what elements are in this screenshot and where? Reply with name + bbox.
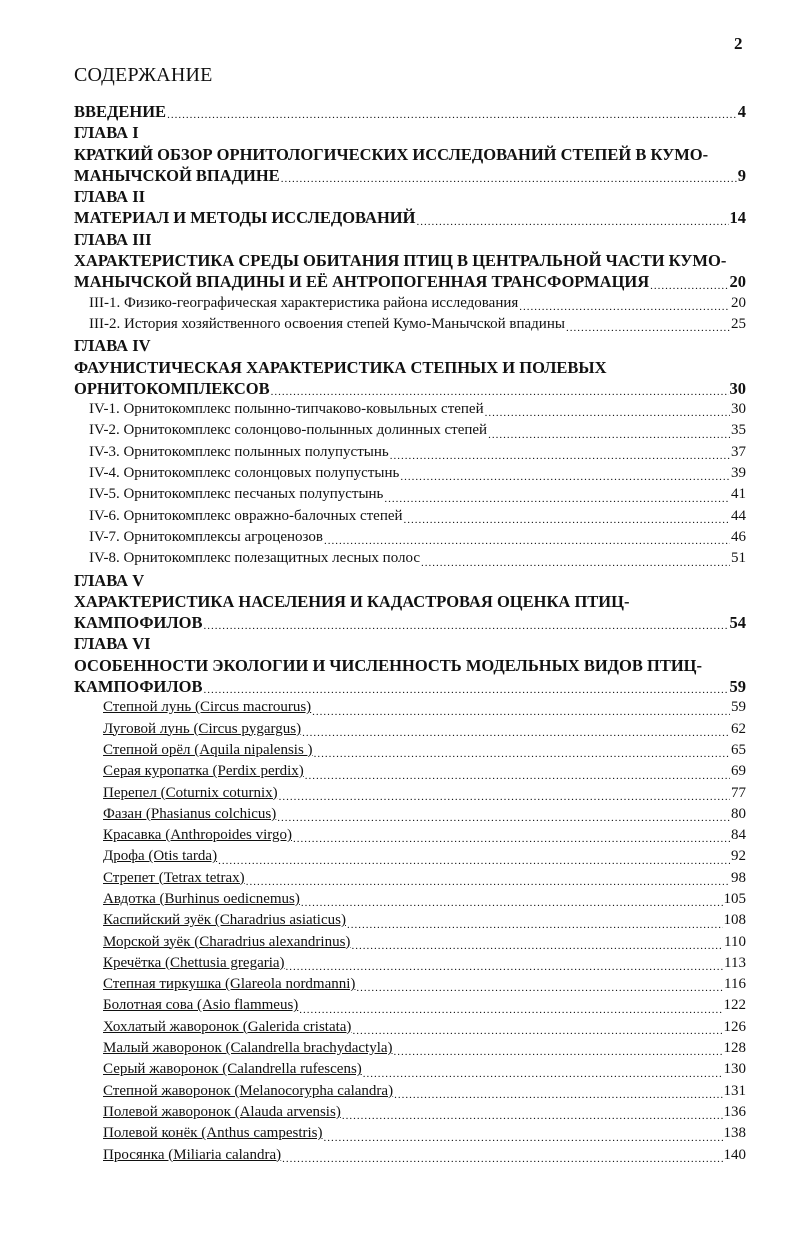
dot-leader <box>203 676 728 697</box>
toc-entry-title: Степной жаворонок (Melanocorypha calandra) <box>103 1082 394 1099</box>
page-number: 2 <box>734 34 743 53</box>
dot-leader <box>293 825 730 846</box>
dot-leader <box>246 868 730 889</box>
chapter-title-line: ОСОБЕННОСТИ ЭКОЛОГИИ И ЧИСЛЕННОСТЬ МОДЕЛЬНЫХ ВИДОВ ПТИЦ- <box>74 655 702 675</box>
toc-entry-title: КАМПОФИЛОВ <box>74 677 203 697</box>
toc-entry[interactable] <box>0 719 746 740</box>
chapter-heading: ГЛАВА I <box>74 123 139 143</box>
toc-entry-title: Каспийский зуёк (Charadrius asiaticus) <box>103 912 346 929</box>
chapter-heading: ГЛАВА VI <box>74 634 151 654</box>
toc-entry-page: 128 <box>723 1040 746 1057</box>
toc-entry-title: ВВЕДЕНИЕ <box>74 102 167 121</box>
dot-leader <box>324 1123 723 1144</box>
dot-leader <box>394 1038 723 1059</box>
dot-leader <box>314 740 730 761</box>
toc-entry-title: Малый жаворонок (Calandrella brachydactyla) <box>103 1040 393 1057</box>
toc-entry-title: Степной орёл (Aquila nipalensis ) <box>103 741 313 758</box>
toc-entry-page: 92 <box>731 848 746 865</box>
toc-entry-title: IV-5. Орнитокомплекс песчаных полупустынь <box>89 486 384 503</box>
toc-entry-title: IV-4. Орнитокомплекс солонцовых полупустынь <box>89 465 400 482</box>
dot-leader <box>394 1081 722 1102</box>
toc-entry-page: 4 <box>737 102 746 121</box>
toc-entry[interactable] <box>0 995 746 1016</box>
toc-entry-title: IV-8. Орнитокомплекс полезащитных лесных полос <box>89 550 421 567</box>
dot-leader <box>416 207 728 228</box>
dot-leader <box>279 783 730 804</box>
toc-entry[interactable] <box>0 740 746 761</box>
toc-entry-title: Перепел (Coturnix coturnix) <box>103 784 278 801</box>
toc-entry[interactable] <box>0 293 746 314</box>
dot-leader <box>363 1059 723 1080</box>
toc-entry[interactable] <box>0 974 746 995</box>
toc-entry[interactable] <box>0 846 746 867</box>
dot-leader <box>485 399 730 420</box>
toc-entry-page: 130 <box>723 1061 746 1078</box>
toc-entry-title: МАНЫЧСКОЙ ВПАДИНЫ И ЕЁ АНТРОПОГЕННАЯ ТРАНСФОРМАЦИЯ <box>74 272 650 292</box>
dot-leader <box>305 761 730 782</box>
toc-entry-page: 69 <box>731 763 746 780</box>
dot-leader <box>203 612 728 633</box>
dot-leader <box>301 889 723 910</box>
toc-entry[interactable] <box>0 889 746 910</box>
toc-entry-page: 54 <box>729 613 746 633</box>
dot-leader <box>566 314 730 335</box>
dot-leader <box>277 804 730 825</box>
toc-entry-page: 44 <box>731 507 746 524</box>
toc-entry[interactable] <box>0 761 746 782</box>
dot-leader <box>519 293 730 314</box>
toc-entry[interactable] <box>0 697 746 718</box>
toc-entry[interactable] <box>0 548 746 569</box>
toc-entry-page: 41 <box>731 486 746 503</box>
dot-leader <box>342 1102 723 1123</box>
toc-entry[interactable] <box>0 165 746 186</box>
toc-entry-page: 122 <box>723 997 746 1014</box>
toc-entry-page: 51 <box>731 550 746 567</box>
toc-entry-page: 59 <box>731 699 746 716</box>
toc-entry[interactable] <box>0 804 746 825</box>
toc-entry-title: IV-1. Орнитокомплекс полынно-типчаково-ковыльных степей <box>89 401 484 418</box>
dot-leader <box>282 1145 722 1166</box>
dot-leader <box>390 442 730 463</box>
toc-entry-page: 105 <box>723 890 746 907</box>
toc-entry-title: Кречётка (Chettusia gregaria) <box>103 954 285 971</box>
toc-entry[interactable] <box>0 420 746 441</box>
dot-leader <box>324 527 730 548</box>
toc-entry-page: 65 <box>731 741 746 758</box>
dot-leader <box>352 1017 722 1038</box>
chapter-heading: ГЛАВА III <box>74 229 152 249</box>
toc-entry-page: 98 <box>731 869 746 886</box>
toc-entry-title: Красавка (Anthropoides virgo) <box>103 827 293 844</box>
toc-entry[interactable] <box>0 1038 746 1059</box>
dot-leader <box>356 974 723 995</box>
dot-leader <box>281 165 737 186</box>
toc-entry[interactable] <box>0 314 746 335</box>
toc-entry[interactable] <box>0 463 746 484</box>
dot-leader <box>167 101 737 122</box>
toc-entry[interactable] <box>0 612 746 633</box>
toc-entry-title: Степная тиркушка (Glareola nordmanni) <box>103 976 356 993</box>
toc-entry[interactable] <box>0 932 746 953</box>
toc-entry[interactable] <box>0 442 746 463</box>
toc-entry-page: 80 <box>731 805 746 822</box>
toc-entry-title: IV-7. Орнитокомплексы агроценозов <box>89 528 323 545</box>
toc-entry-page: 116 <box>724 976 746 993</box>
toc-entry-page: 84 <box>731 827 746 844</box>
toc-entry-title: IV-3. Орнитокомплекс полынных полупустынь <box>89 443 389 460</box>
chapter-heading: ГЛАВА IV <box>74 336 151 356</box>
dot-leader <box>271 378 729 399</box>
dot-leader <box>650 271 728 292</box>
toc-entry-title: III-2. История хозяйственного освоения степей Кумо-Манычской впадины <box>89 315 565 332</box>
chapter-title-line: ФАУНИСТИЧЕСКАЯ ХАРАКТЕРИСТИКА СТЕПНЫХ И ПОЛЕВЫХ <box>74 357 607 377</box>
toc-entry[interactable] <box>0 101 746 122</box>
toc-entry[interactable] <box>0 783 746 804</box>
toc-entry[interactable] <box>0 868 746 889</box>
toc-entry[interactable] <box>0 271 746 292</box>
toc-entry-title: IV-2. Орнитокомплекс солонцово-полынных долинных степей <box>89 422 488 439</box>
toc-entry-page: 20 <box>731 294 746 311</box>
toc-entry-page: 25 <box>731 315 746 332</box>
toc-entry-title: Серый жаворонок (Calandrella rufescens) <box>103 1061 362 1078</box>
toc-entry-page: 77 <box>731 784 746 801</box>
toc-entry-page: 138 <box>723 1125 746 1142</box>
dot-leader <box>347 910 723 931</box>
toc-entry[interactable] <box>0 825 746 846</box>
chapter-title-line: КРАТКИЙ ОБЗОР ОРНИТОЛОГИЧЕСКИХ ИССЛЕДОВАНИЙ СТЕПЕЙ В КУМО- <box>74 144 709 164</box>
toc-entry[interactable] <box>0 1145 746 1166</box>
toc-entry[interactable] <box>0 484 746 505</box>
table-of-contents <box>0 101 797 1166</box>
toc-entry[interactable] <box>0 207 746 228</box>
toc-entry[interactable] <box>0 1017 746 1038</box>
toc-entry-title: Стрепет (Tetrax tetrax) <box>103 869 245 886</box>
toc-entry-page: 110 <box>724 933 746 950</box>
toc-entry-page: 131 <box>723 1082 746 1099</box>
dot-leader <box>299 995 722 1016</box>
toc-entry-page: 62 <box>731 720 746 737</box>
toc-entry-page: 59 <box>729 677 746 697</box>
toc-entry[interactable] <box>0 506 746 527</box>
toc-entry-title: Степной лунь (Circus macrourus) <box>103 699 312 716</box>
toc-title: СОДЕРЖАНИЕ <box>74 64 213 86</box>
toc-entry[interactable] <box>0 1123 746 1144</box>
dot-leader <box>302 719 730 740</box>
toc-entry-title: Луговой лунь (Circus pygargus) <box>103 720 302 737</box>
toc-entry-page: 14 <box>729 208 746 228</box>
toc-entry-page: 39 <box>731 465 746 482</box>
toc-entry-page: 30 <box>729 378 746 398</box>
dot-leader <box>421 548 730 569</box>
toc-entry[interactable] <box>0 527 746 548</box>
toc-entry-title: МАНЫЧСКОЙ ВПАДИНЕ <box>74 165 280 185</box>
dot-leader <box>404 506 730 527</box>
toc-entry-title: Дрофа (Otis tarda) <box>103 848 218 865</box>
toc-entry-title: Серая куропатка (Perdix perdix) <box>103 763 304 780</box>
toc-entry[interactable] <box>0 1102 746 1123</box>
toc-entry-title: МАТЕРИАЛ И МЕТОДЫ ИССЛЕДОВАНИЙ <box>74 208 416 228</box>
toc-entry[interactable] <box>0 378 746 399</box>
toc-entry-page: 113 <box>724 954 746 971</box>
toc-entry[interactable] <box>0 1081 746 1102</box>
dot-leader <box>286 953 724 974</box>
toc-entry-title: Просянка (Miliaria calandra) <box>103 1146 282 1163</box>
dot-leader <box>218 846 730 867</box>
dot-leader <box>312 697 730 718</box>
toc-entry-title: Болотная сова (Asio flammeus) <box>103 997 299 1014</box>
toc-entry-title: ОРНИТОКОМПЛЕКСОВ <box>74 378 270 398</box>
toc-entry-page: 20 <box>729 272 746 292</box>
toc-entry-page: 140 <box>723 1146 746 1163</box>
toc-entry-title: Полевой конёк (Anthus campestris) <box>103 1125 323 1142</box>
toc-entry-page: 46 <box>731 528 746 545</box>
dot-leader <box>384 484 730 505</box>
toc-entry-title: IV-6. Орнитокомплекс овражно-балочных степей <box>89 507 403 524</box>
toc-entry[interactable] <box>0 676 746 697</box>
toc-entry-title: Фазан (Phasianus colchicus) <box>103 805 277 822</box>
toc-entry-title: КАМПОФИЛОВ <box>74 613 203 633</box>
toc-entry-title: Авдотка (Burhinus oedicnemus) <box>103 890 300 907</box>
toc-entry-page: 37 <box>731 443 746 460</box>
toc-entry-title: III-1. Физико-географическая характеристика района исследования <box>89 294 519 311</box>
dot-leader <box>488 420 730 441</box>
toc-entry-page: 30 <box>731 401 746 418</box>
dot-leader <box>351 932 723 953</box>
toc-entry[interactable] <box>0 1059 746 1080</box>
toc-entry-page: 9 <box>737 165 746 185</box>
chapter-heading: ГЛАВА II <box>74 187 146 207</box>
toc-entry[interactable] <box>0 399 746 420</box>
toc-entry[interactable] <box>0 953 746 974</box>
toc-entry-page: 126 <box>723 1018 746 1035</box>
toc-entry-title: Полевой жаворонок (Alauda arvensis) <box>103 1103 341 1120</box>
chapter-title-line: ХАРАКТЕРИСТИКА НАСЕЛЕНИЯ И КАДАСТРОВАЯ ОЦЕНКА ПТИЦ- <box>74 591 630 611</box>
chapter-heading: ГЛАВА V <box>74 570 145 590</box>
toc-entry-title: Морской зуёк (Charadrius alexandrinus) <box>103 933 351 950</box>
toc-entry-title: Хохлатый жаворонок (Galerida cristata) <box>103 1018 352 1035</box>
dot-leader <box>400 463 730 484</box>
toc-entry-page: 136 <box>723 1103 746 1120</box>
chapter-title-line: ХАРАКТЕРИСТИКА СРЕДЫ ОБИТАНИЯ ПТИЦ В ЦЕНТРАЛЬНОЙ ЧАСТИ КУМО- <box>74 251 727 271</box>
toc-entry-page: 35 <box>731 422 746 439</box>
toc-entry-page: 108 <box>723 912 746 929</box>
toc-entry[interactable] <box>0 910 746 931</box>
